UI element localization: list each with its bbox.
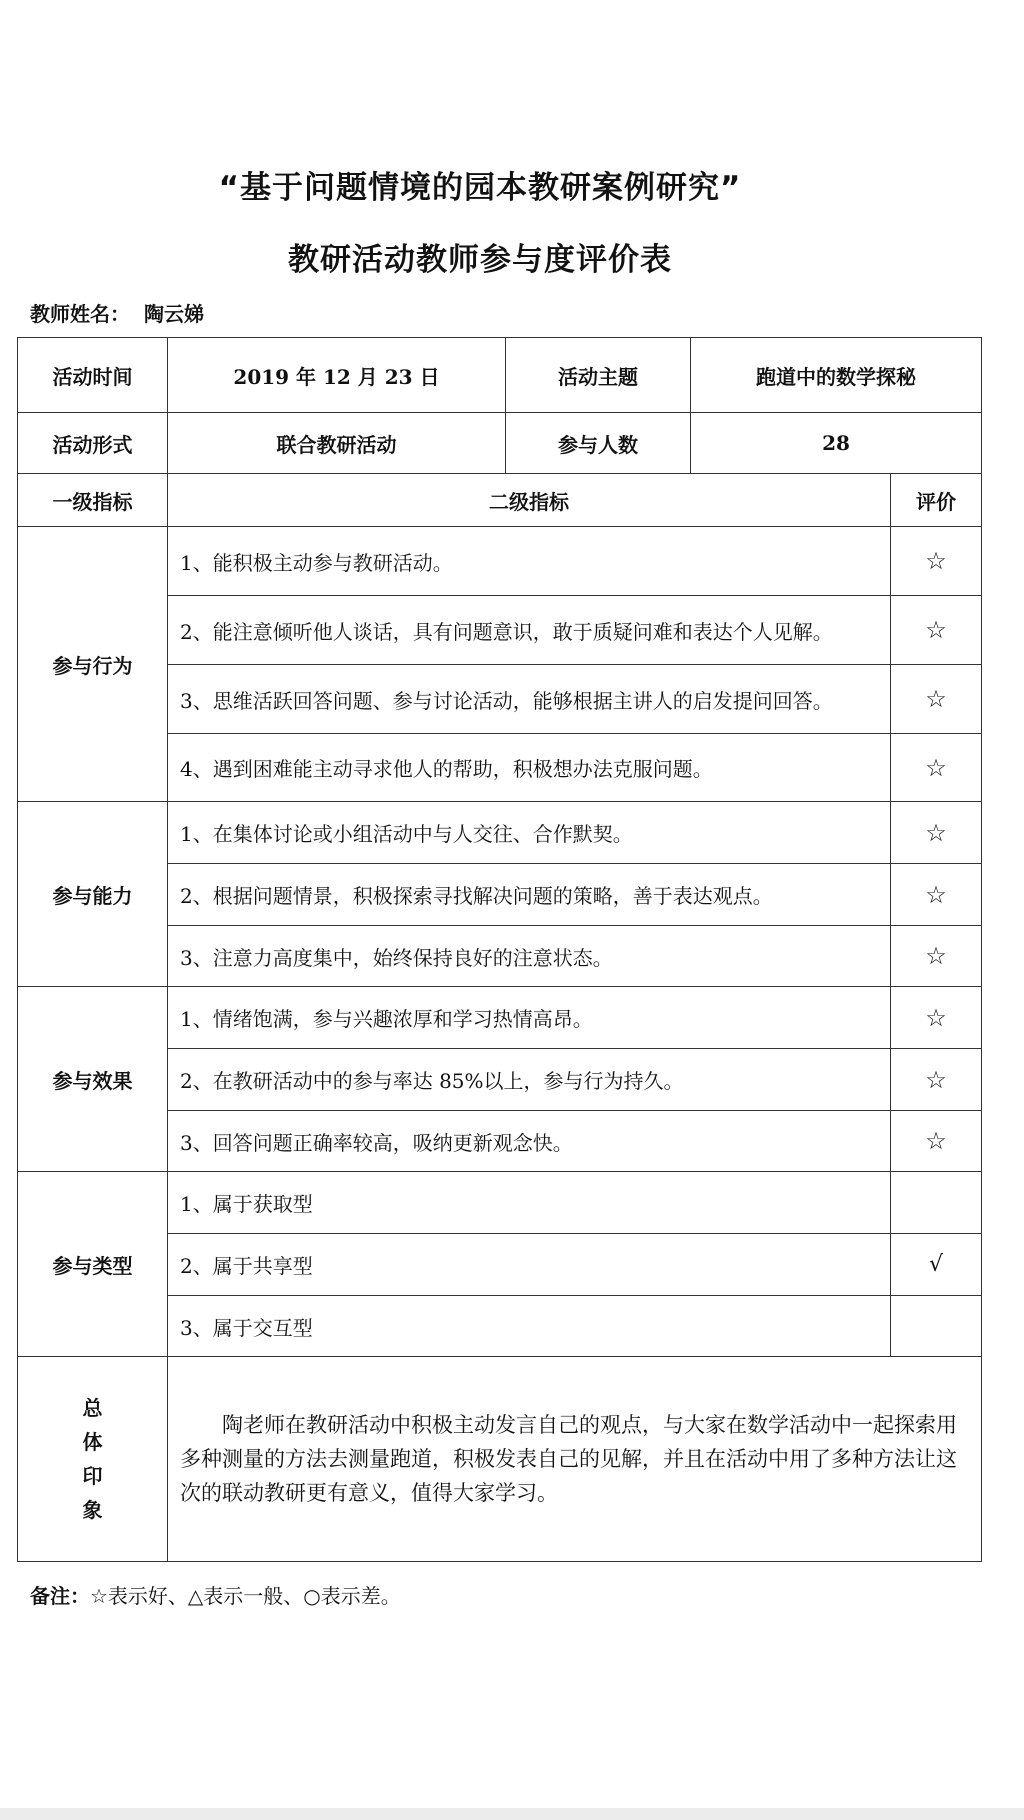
- indicator-item: 2、能注意倾听他人谈话，具有问题意识，敢于质疑问难和表达个人见解。: [168, 596, 891, 665]
- rating-cell: ☆: [891, 802, 982, 864]
- indicator-item: 3、注意力高度集中，始终保持良好的注意状态。: [168, 926, 891, 987]
- category-ability: 参与能力: [18, 802, 168, 987]
- category-behavior: 参与行为: [18, 527, 168, 802]
- title-line-1: “基于问题情境的园本教研案例研究”: [218, 170, 742, 206]
- header-level1: 一级指标: [18, 474, 168, 527]
- rating-cell: [891, 1172, 982, 1234]
- indicator-item: 1、属于获取型: [168, 1172, 891, 1234]
- indicator-item: 1、情绪饱满，参与兴趣浓厚和学习热情高昂。: [168, 987, 891, 1049]
- rating-cell: ☆: [891, 734, 982, 802]
- header-rating: 评价: [891, 474, 982, 527]
- indicator-item: 4、遇到困难能主动寻求他人的帮助，积极想办法克服问题。: [168, 734, 891, 802]
- rating-cell: ☆: [891, 864, 982, 926]
- theme-value: 跑道中的数学探秘: [691, 338, 982, 413]
- overall-impression: [168, 1357, 982, 1562]
- rating-cell: ☆: [891, 527, 982, 596]
- title-line-2: 教研活动教师参与度评价表: [288, 242, 672, 278]
- footnote-text: ☆表示好、△表示一般、○表示差。: [90, 1584, 401, 1608]
- footnote-label: 备注：: [30, 1584, 90, 1608]
- bottom-edge-bar: [0, 1808, 1024, 1820]
- rating-cell: ☆: [891, 665, 982, 734]
- indicator-item: 1、在集体讨论或小组活动中与人交往、合作默契。: [168, 802, 891, 864]
- teacher-name-label: 教师姓名：: [30, 302, 130, 326]
- rating-cell: ☆: [891, 926, 982, 987]
- overall-label-char: 总: [82, 1396, 103, 1420]
- indicator-item: 3、思维活跃回答问题、参与讨论活动，能够根据主讲人的启发提问回答。: [168, 665, 891, 734]
- form-value: 联合教研活动: [168, 413, 506, 474]
- rating-cell: √: [891, 1234, 982, 1296]
- evaluation-table: [17, 337, 982, 1562]
- overall-label-char: 象: [82, 1498, 103, 1522]
- indicator-item: 2、属于共享型: [168, 1234, 891, 1296]
- rating-cell: ☆: [891, 1049, 982, 1111]
- category-effect: 参与效果: [18, 987, 168, 1172]
- overall-label-char: 印: [82, 1464, 103, 1488]
- overall-label-char: 体: [82, 1430, 103, 1454]
- overall-label: [18, 1357, 168, 1562]
- indicator-item: 3、属于交互型: [168, 1296, 891, 1357]
- indicator-item: 3、回答问题正确率较高，吸纳更新观念快。: [168, 1111, 891, 1172]
- rating-cell: ☆: [891, 987, 982, 1049]
- form-label: 活动形式: [18, 413, 168, 474]
- overall-impression-text: 陶老师在教研活动中积极主动发言自己的观点，与大家在数学活动中一起探索用多种测量的方法去测量跑道，积极发表自己的见解，并且在活动中用了多种方法让这次的联动教研更有意义，值得大家学习。: [180, 1413, 957, 1505]
- teacher-name-value: 陶云娣: [144, 302, 204, 326]
- count-value: 28: [691, 413, 982, 474]
- rating-cell: ☆: [891, 1111, 982, 1172]
- indicator-item: 2、在教研活动中的参与率达 85%以上，参与行为持久。: [168, 1049, 891, 1111]
- indicator-item: 1、能积极主动参与教研活动。: [168, 527, 891, 596]
- category-type: 参与类型: [18, 1172, 168, 1357]
- header-level2: 二级指标: [168, 474, 891, 527]
- time-value: 2019 年 12 月 23 日: [168, 338, 506, 413]
- theme-label: 活动主题: [506, 338, 691, 413]
- rating-cell: [891, 1296, 982, 1357]
- count-label: 参与人数: [506, 413, 691, 474]
- footnote: [30, 1580, 401, 1609]
- teacher-name-row: [30, 298, 204, 327]
- time-label: 活动时间: [18, 338, 168, 413]
- rating-cell: ☆: [891, 596, 982, 665]
- indicator-item: 2、根据问题情景，积极探索寻找解决问题的策略，善于表达观点。: [168, 864, 891, 926]
